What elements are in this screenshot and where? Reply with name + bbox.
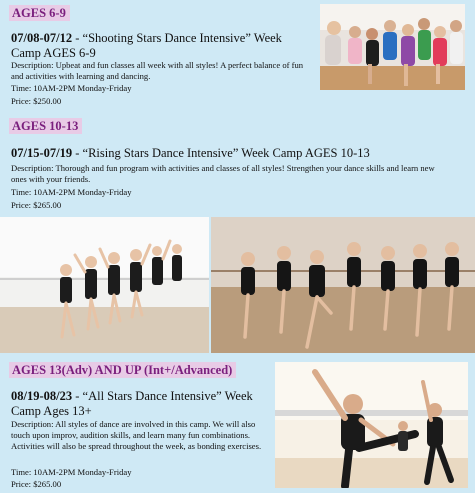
camp-title-rising-stars	[11, 146, 471, 161]
age-tag-6-9: AGES 6-9	[9, 5, 70, 21]
camp-price: Price: $250.00	[11, 96, 62, 106]
camp-price: Price: $265.00	[11, 479, 62, 489]
camp-name: - “Shooting Stars Dance Intensive” Week Camp AGES 6-9	[11, 31, 282, 60]
age-tag-13-and-up: AGES 13(Adv) AND UP (Int+/Advanced)	[9, 362, 236, 378]
age-tag-10-13: AGES 10-13	[9, 118, 82, 134]
camp-name: - “All Stars Dance Intensive” Week Camp Ages 13+	[11, 389, 253, 418]
camp-time: Time: 10AM-2PM Monday-Friday	[11, 467, 132, 477]
dance-photo-advanced	[275, 362, 468, 488]
camp-title-all-stars	[11, 389, 276, 419]
camp-dates: 08/19-08/23	[11, 389, 73, 403]
camp-description: Description: Thorough and fun program with activities and classes of all styles! Strengthen your dance skills and learn new ones with your friends.	[11, 163, 435, 184]
camp-price: Price: $265.00	[11, 200, 62, 210]
dance-studio-photo-jazz	[211, 217, 475, 353]
camp-dates: 07/08-07/12	[11, 31, 73, 45]
dance-studio-photo-ballet	[0, 217, 209, 353]
camp-name: - “Rising Stars Dance Intensive” Week Camp AGES 10-13	[72, 146, 370, 160]
camp-dates: 07/15-07/19	[11, 146, 73, 160]
camp-title-shooting-stars	[11, 31, 309, 61]
camp-description: Description: Upbeat and fun classes all week with all styles! A perfect balance of fun and activities with learning and dancing.	[11, 60, 304, 81]
camp-time: Time: 10AM-2PM Monday-Friday	[11, 187, 132, 197]
dance-class-photo-kids	[320, 4, 465, 90]
camp-description: Description: All styles of dance are involved in this camp. We will also touch upon improv, audition skills, and learn many fun combinations. Activities will also be spread throughout the week, as bonding exercises.	[11, 419, 262, 451]
camp-time: Time: 10AM-2PM Monday-Friday	[11, 83, 132, 93]
